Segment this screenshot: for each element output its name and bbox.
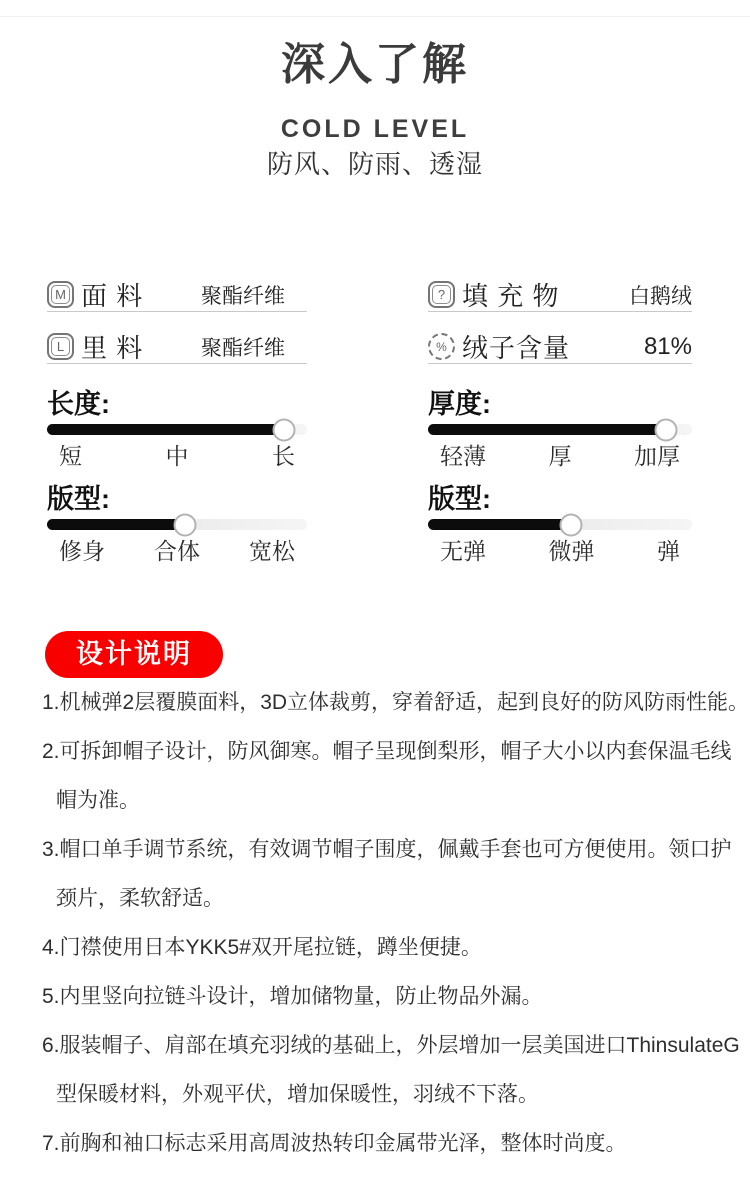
tick-label: 宽松 <box>249 538 295 564</box>
spec-row-down-content <box>428 330 692 364</box>
spec-row-lining <box>47 330 307 364</box>
spec-table <box>0 278 750 364</box>
top-divider <box>0 16 750 17</box>
design-note-line-1: 1.机械弹2层覆膜面料，3D立体裁剪，穿着舒适，起到良好的防风防雨性能。 <box>42 691 750 714</box>
slider-column-left <box>47 364 307 565</box>
design-note-line-4: 4.门襟使用日本YKK5#双开尾拉链，蹲坐便捷。 <box>42 936 482 959</box>
design-notes-list <box>0 678 750 1168</box>
fit-slider-ticks <box>47 537 307 565</box>
design-note-line-3-cont: 颈片，柔软舒适。 <box>56 887 224 910</box>
elasticity-slider-track <box>428 519 692 530</box>
length-slider-ticks <box>47 442 307 470</box>
tick-label: 加厚 <box>634 443 680 469</box>
tick-label: 微弹 <box>548 538 595 564</box>
spec-value-down-content: 81% <box>643 332 692 360</box>
fit-slider-track <box>47 519 307 530</box>
thickness-slider-title: 厚度: <box>428 389 491 419</box>
spec-row-filling <box>428 278 692 312</box>
thickness-slider-group <box>428 389 692 470</box>
slider-column-right <box>428 364 692 565</box>
tick-label: 轻薄 <box>440 443 486 469</box>
thickness-slider-knob <box>654 418 677 441</box>
tick-label: 中 <box>165 443 189 469</box>
length-slider-group <box>47 389 307 470</box>
length-slider-title: 长度: <box>47 389 110 419</box>
spec-value-filling: 白鹅绒 <box>629 284 692 308</box>
thickness-slider-fill <box>428 424 666 435</box>
tick-label: 修身 <box>59 538 105 564</box>
spec-value-fabric: 聚酯纤维 <box>201 284 285 308</box>
design-notes-header <box>0 631 750 678</box>
elasticity-slider-group <box>428 484 692 565</box>
down-percent-icon: % <box>428 333 455 360</box>
fit-slider-fill <box>47 519 185 530</box>
thickness-slider-track <box>428 424 692 435</box>
design-note-line-7: 7.前胸和袖口标志采用高周波热转印金属带光泽，整体时尚度。 <box>42 1132 627 1155</box>
spec-label-lining: 里 料 <box>81 333 144 363</box>
slider-panel <box>0 364 750 565</box>
elasticity-slider-knob <box>559 513 582 536</box>
design-note-line-2: 2.可拆卸帽子设计，防风御寒。帽子呈现倒梨形，帽子大小以内套保温毛线 <box>42 740 732 763</box>
fit-slider-group <box>47 484 307 565</box>
design-note-line-6: 6.服装帽子、肩部在填充羽绒的基础上，外层增加一层美国进口ThinsulateG <box>42 1034 740 1057</box>
spec-label-down-content: 绒子含量 <box>462 333 571 363</box>
spec-value-lining: 聚酯纤维 <box>201 336 285 360</box>
tick-label: 弹 <box>657 538 680 564</box>
elasticity-slider-ticks <box>428 537 692 565</box>
fabric-m-icon: M <box>47 281 74 308</box>
tick-label: 长 <box>272 443 295 469</box>
lining-l-icon: L <box>47 333 74 360</box>
design-notes-badge: 设计说明 <box>45 631 223 678</box>
design-note-line-5: 5.内里竖向拉链斗设计，增加储物量，防止物品外漏。 <box>42 985 543 1008</box>
spec-row-fabric <box>47 278 307 312</box>
spec-column-right <box>428 278 692 364</box>
design-note-line-3: 3.帽口单手调节系统，有效调节帽子围度，佩戴手套也可方便使用。领口护 <box>42 838 732 861</box>
fit-slider-title: 版型: <box>47 484 110 514</box>
length-slider-knob <box>272 418 295 441</box>
thickness-slider-ticks <box>428 442 692 470</box>
tick-label: 无弹 <box>440 538 486 564</box>
elasticity-slider-fill <box>428 519 571 530</box>
fit-slider-knob <box>173 513 196 536</box>
tick-label: 厚 <box>548 443 572 469</box>
cold-level-subtitle: COLD LEVEL <box>280 115 470 143</box>
spec-column-left <box>47 278 307 364</box>
spec-label-fabric: 面 料 <box>81 281 144 311</box>
length-slider-track <box>47 424 307 435</box>
design-note-line-6-cont: 型保暖材料，外观平伏，增加保暖性，羽绒不下落。 <box>56 1083 539 1106</box>
filling-question-icon: ? <box>428 281 455 308</box>
spec-label-filling: 填 充 物 <box>462 281 560 311</box>
section-header <box>0 41 750 178</box>
length-slider-fill <box>47 424 284 435</box>
design-note-line-2-cont: 帽为准。 <box>56 789 140 812</box>
tick-label: 合体 <box>154 538 200 564</box>
page-title: 深入了解 <box>281 40 469 89</box>
elasticity-slider-title: 版型: <box>428 484 491 514</box>
features-tagline: 防风、防雨、透湿 <box>266 149 483 179</box>
tick-label: 短 <box>59 443 82 469</box>
